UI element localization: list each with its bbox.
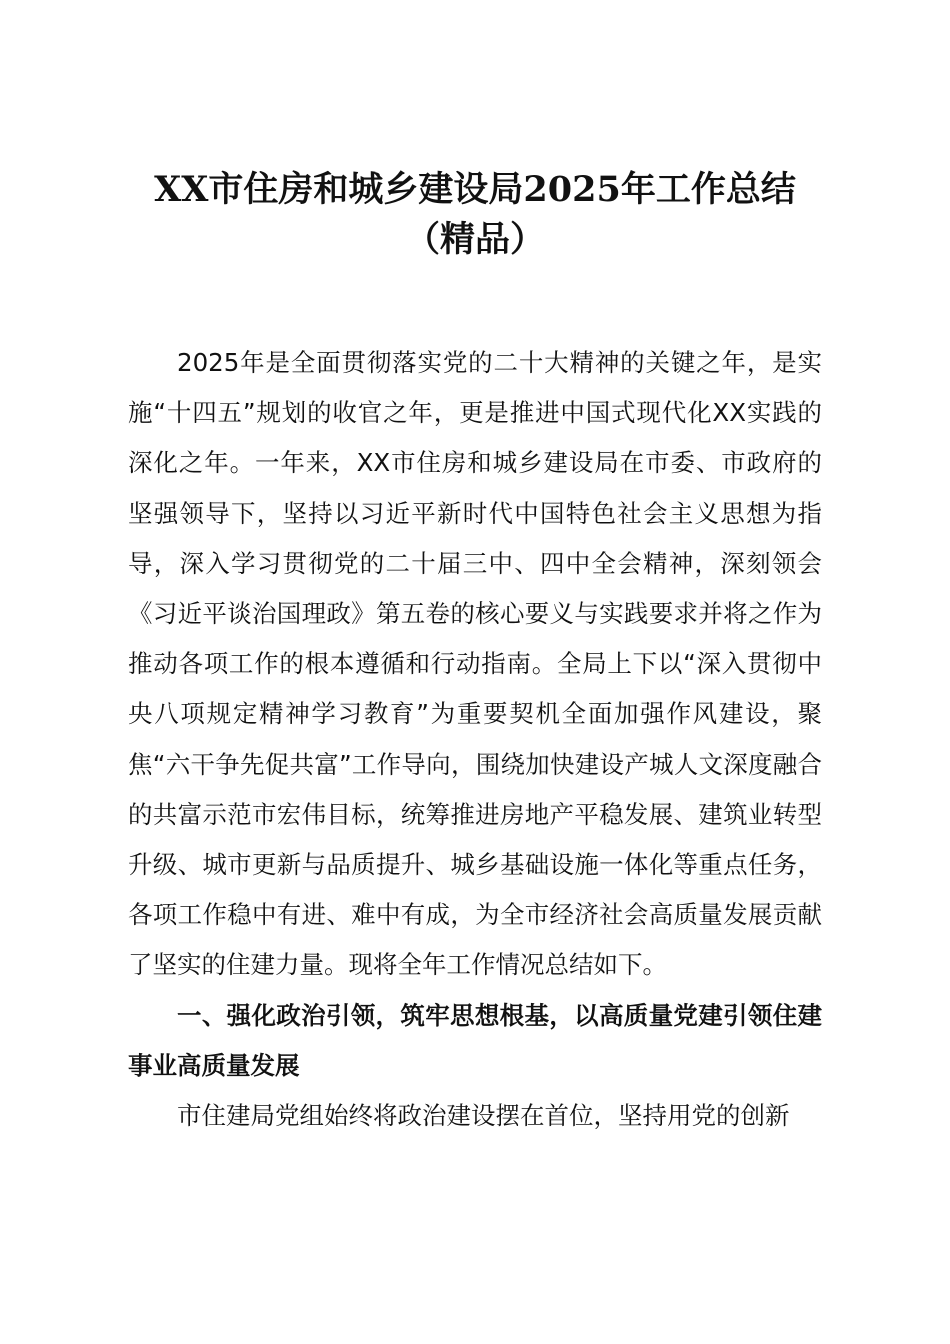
section-heading-1: 一、强化政治引领，筑牢思想根基，以高质量党建引领住建事业高质量发展 bbox=[128, 1000, 822, 1080]
document-title: XX市住房和城乡建设局2025年工作总结（精品） bbox=[154, 169, 796, 260]
document-body bbox=[128, 338, 822, 1141]
intro-paragraph: 2025年是全面贯彻落实党的二十大精神的关键之年，是实施“十四五”规划的收官之年，更是推进中国式现代化XX实践的深化之年。一年来，XX市住房和城乡建设局在市委、市政府的坚强领导下，坚持以习近平新时代中国特色社会主义思想为指导，深入学习贯彻党的二十届三中、四中全会精神，深刻领会《习近平谈治国理政》第五卷的核心要义与实践要求并将之作为推动各项工作的根本遵循和行动指南。全局上下以“深入贯彻中央八项规定精神学习教育”为重要契机全面加强作风建设，聚焦“六干争先促共富”工作导向，围绕加快建设产城人文深度融合的共富示范市宏伟目标，统筹推进房地产平稳发展、建筑业转型升级、城市更新与品质提升、城乡基础设施一体化等重点任务，各项工作稳中有进、难中有成，为全市经济社会高质量发展贡献了坚实的住建力量。现将全年工作情况总结如下。 bbox=[128, 348, 822, 980]
section-paragraph-1: 市住建局党组始终将政治建设摆在首位，坚持用党的创新 bbox=[177, 1101, 790, 1131]
